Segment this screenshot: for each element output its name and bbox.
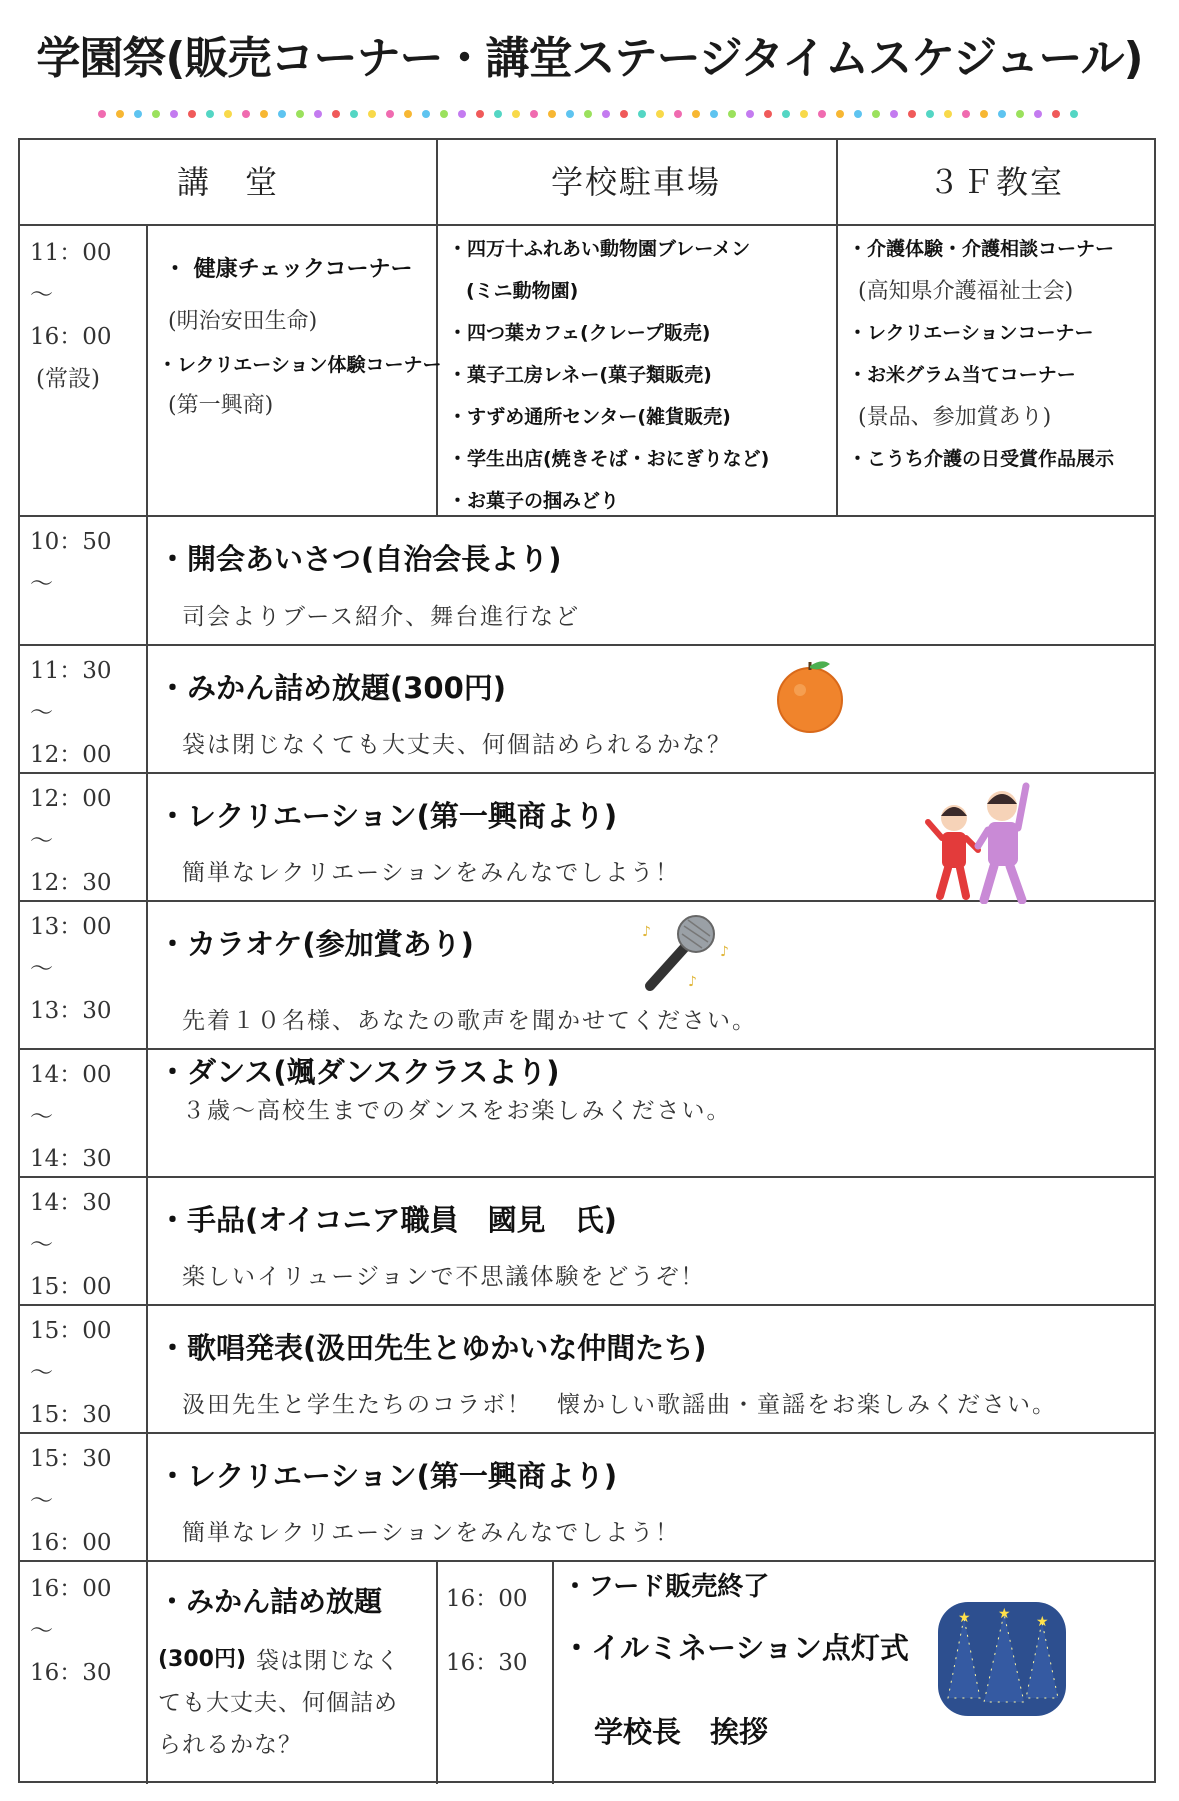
event-description: 簡単なレクリエーションをみんなでしよう！ (182, 860, 681, 886)
event-cell (146, 515, 1156, 644)
event-time-cell (20, 1304, 146, 1432)
permanent-classroom-item: ・介護体験・介護相談コーナー (848, 238, 1115, 260)
decorative-dot (800, 110, 808, 118)
decorative-dot (206, 110, 214, 118)
event-description: 汲田先生と学生たちのコラボ！ 懐かしい歌謡曲・童謡をお楽しみください。 (182, 1392, 1057, 1418)
event-description: 楽しいイリュージョンで不思議体験をどうぞ！ (182, 1264, 706, 1290)
karaoke-microphone-illustration (636, 906, 736, 994)
decorative-dot (962, 110, 970, 118)
decorative-dot (638, 110, 646, 118)
svg-text:★: ★ (958, 1610, 971, 1626)
final-time-a: 16：00 (446, 1586, 528, 1612)
event-time-start: 11：30 (30, 658, 112, 684)
decorative-dot (512, 110, 520, 118)
tilde: ～ (30, 1360, 53, 1386)
decorative-dot (620, 110, 628, 118)
event-time-cell (20, 900, 146, 1048)
event-title: ・手品(オイコニア職員 國見 氏) (158, 1203, 617, 1237)
tilde: ～ (30, 282, 53, 308)
permanent-auditorium-item: ・レクリエーション体験コーナー (158, 354, 442, 376)
final-time-cell (20, 1560, 146, 1784)
decorative-dot (656, 110, 664, 118)
page-title: 学園祭(販売コーナー・講堂ステージタイムスケジュール) (36, 33, 1143, 84)
event-time-end: 16：00 (30, 1530, 112, 1556)
tilde: ～ (30, 1488, 53, 1514)
event-time-end: 12：30 (30, 870, 112, 896)
decorative-dot (260, 110, 268, 118)
exercise-people-illustration (922, 776, 1040, 904)
decorative-dot (170, 110, 178, 118)
permanent-auditorium-cell (146, 224, 442, 515)
permanent-classroom-item: (高知県介護福祉士会) (858, 279, 1074, 304)
decorative-dot (98, 110, 106, 118)
event-cell (146, 1432, 1156, 1560)
event-time-start: 14：00 (30, 1062, 112, 1088)
decorative-dot (710, 110, 718, 118)
svg-text:♪: ♪ (720, 944, 729, 960)
event-time-cell (20, 1048, 146, 1176)
tilde: ～ (30, 700, 53, 726)
tilde: ～ (30, 571, 53, 597)
decorative-dot (314, 110, 322, 118)
event-time-cell (20, 772, 146, 900)
event-cell (146, 1048, 1156, 1176)
permanent-time-cell (20, 224, 146, 515)
final-desc-line1: 袋は閉じなく (256, 1648, 400, 1674)
header-parking: 学校駐車場 (550, 163, 721, 201)
final-desc-line3: られるかな？ (158, 1732, 302, 1758)
final-title: ・みかん詰め放題 (158, 1585, 383, 1618)
header-classroom: ３Ｆ教室 (927, 163, 1064, 201)
final-time2-cell (436, 1560, 552, 1784)
decorative-dot (944, 110, 952, 118)
decorative-dot (1034, 110, 1042, 118)
decorative-dot (476, 110, 484, 118)
decorative-dot (1052, 110, 1060, 118)
decorative-dot (998, 110, 1006, 118)
permanent-classroom-cell (836, 224, 1156, 515)
decorative-dot (1070, 110, 1078, 118)
permanent-classroom-item: ・こうち介護の日受賞作品展示 (848, 448, 1115, 470)
permanent-parking-item: ・学生出店(焼きそば・おにぎりなど) (448, 448, 770, 470)
event-time-cell (20, 1176, 146, 1304)
event-time-end: 14：30 (30, 1146, 112, 1172)
event-time-cell (20, 644, 146, 772)
permanent-parking-item: ・すずめ通所センター(雑貨販売) (448, 406, 731, 428)
decorative-dot (440, 110, 448, 118)
decorative-dot (422, 110, 430, 118)
event-time-start: 14：30 (30, 1190, 112, 1216)
event-time-start: 15：30 (30, 1446, 112, 1472)
decorative-dot (746, 110, 754, 118)
svg-text:★: ★ (1036, 1614, 1049, 1630)
illumination-trees-illustration (934, 1598, 1070, 1720)
event-cell (146, 1304, 1156, 1432)
final-time-b: 16：30 (446, 1650, 528, 1676)
event-cell (146, 1176, 1156, 1304)
permanent-auditorium-item: (第一興商) (168, 393, 274, 418)
decorative-dot (602, 110, 610, 118)
permanent-auditorium-item: (明治安田生命) (168, 309, 318, 334)
permanent-parking-cell (436, 224, 836, 515)
decorative-dot (566, 110, 574, 118)
event-cell (146, 644, 1156, 772)
permanent-classroom-item: (景品、参加賞あり) (858, 405, 1052, 430)
permanent-time-end: 16：00 (30, 324, 112, 350)
event-description: 簡単なレクリエーションをみんなでしよう！ (182, 1520, 681, 1546)
decorative-dot (692, 110, 700, 118)
event-time-end: 12：00 (30, 742, 112, 768)
svg-text:♪: ♪ (688, 974, 697, 990)
decorative-dot (296, 110, 304, 118)
event-time-cell (20, 1432, 146, 1560)
final-desc-line2: ても大丈夫、何個詰め (158, 1690, 398, 1716)
decorative-dot (836, 110, 844, 118)
final-item-a: ・フード販売終了 (562, 1572, 770, 1602)
event-description: 袋は閉じなくても大丈夫、何個詰められるかな？ (182, 732, 732, 758)
decorative-dot (584, 110, 592, 118)
decorative-dot (530, 110, 538, 118)
decorative-dot (728, 110, 736, 118)
event-title: ・歌唱発表(汲田先生とゆかいな仲間たち) (158, 1331, 707, 1365)
mikan-orange-illustration (772, 658, 848, 734)
decorative-dot (350, 110, 358, 118)
permanent-classroom-item: ・お米グラム当てコーナー (848, 364, 1076, 386)
decorative-dot-divider (98, 110, 1088, 122)
final-item-b: ・イルミネーション点灯式 (562, 1631, 909, 1665)
final-auditorium-cell (146, 1560, 436, 1784)
decorative-dot (764, 110, 772, 118)
event-description: 先着１０名様、あなたの歌声を聞かせてください。 (182, 1008, 757, 1034)
permanent-note: (常設) (36, 366, 100, 392)
final-time-end: 16：30 (30, 1660, 112, 1686)
decorative-dot (872, 110, 880, 118)
svg-text:★: ★ (998, 1606, 1011, 1622)
event-title: ・レクリエーション(第一興商より) (158, 1459, 618, 1493)
event-title: ・みかん詰め放題(300円) (158, 671, 507, 705)
event-time-cell (20, 515, 146, 644)
decorative-dot (818, 110, 826, 118)
permanent-parking-item: ・四万十ふれあい動物園ブレーメン (448, 238, 751, 260)
final-item-c: 学校長 挨拶 (594, 1715, 769, 1749)
permanent-parking-item: ・菓子工房レネー(菓子類販売) (448, 364, 712, 386)
decorative-dot (458, 110, 466, 118)
svg-text:♪: ♪ (642, 924, 651, 940)
final-time-start: 16：00 (30, 1576, 112, 1602)
event-title: ・カラオケ(参加賞あり) (158, 927, 474, 961)
tilde: ～ (30, 956, 53, 982)
event-time-start: 10：50 (30, 529, 112, 555)
tilde: ～ (30, 1232, 53, 1258)
decorative-dot (890, 110, 898, 118)
event-time-start: 15：00 (30, 1318, 112, 1344)
decorative-dot (224, 110, 232, 118)
decorative-dot (116, 110, 124, 118)
schedule-table (18, 138, 1156, 1783)
decorative-dot (332, 110, 340, 118)
event-title: ・ダンス(颯ダンスクラスより) (158, 1055, 560, 1089)
permanent-time-start: 11：00 (30, 240, 112, 266)
decorative-dot (278, 110, 286, 118)
decorative-dot (134, 110, 142, 118)
event-time-end: 15：00 (30, 1274, 112, 1300)
event-title: ・開会あいさつ(自治会長より) (158, 542, 562, 576)
decorative-dot (674, 110, 682, 118)
decorative-dot (980, 110, 988, 118)
tilde: ～ (30, 1104, 53, 1130)
permanent-parking-item: ・お菓子の掴みどり (448, 490, 620, 512)
decorative-dot (548, 110, 556, 118)
permanent-parking-item: ・四つ葉カフェ(クレープ販売) (448, 322, 711, 344)
header-auditorium: 講 堂 (176, 163, 279, 201)
event-description: ３歳～高校生までのダンスをお楽しみください。 (182, 1098, 732, 1124)
tilde: ～ (30, 828, 53, 854)
event-description: 司会よりブース紹介、舞台進行など (182, 604, 581, 630)
decorative-dot (494, 110, 502, 118)
final-price: (300円) (158, 1647, 247, 1672)
tilde: ～ (30, 1618, 53, 1644)
decorative-dot (242, 110, 250, 118)
decorative-dot (152, 110, 160, 118)
permanent-classroom-item: ・レクリエーションコーナー (848, 322, 1094, 344)
decorative-dot (1016, 110, 1024, 118)
decorative-dot (404, 110, 412, 118)
event-time-start: 13：00 (30, 914, 112, 940)
permanent-auditorium-item: ・ 健康チェックコーナー (164, 257, 413, 282)
event-time-end: 13：30 (30, 998, 112, 1024)
event-time-end: 15：30 (30, 1402, 112, 1428)
decorative-dot (368, 110, 376, 118)
decorative-dot (854, 110, 862, 118)
decorative-dot (926, 110, 934, 118)
decorative-dot (386, 110, 394, 118)
event-title: ・レクリエーション(第一興商より) (158, 799, 618, 833)
decorative-dot (782, 110, 790, 118)
event-time-start: 12：00 (30, 786, 112, 812)
decorative-dot (908, 110, 916, 118)
permanent-parking-item: (ミニ動物園) (466, 280, 579, 302)
decorative-dot (188, 110, 196, 118)
